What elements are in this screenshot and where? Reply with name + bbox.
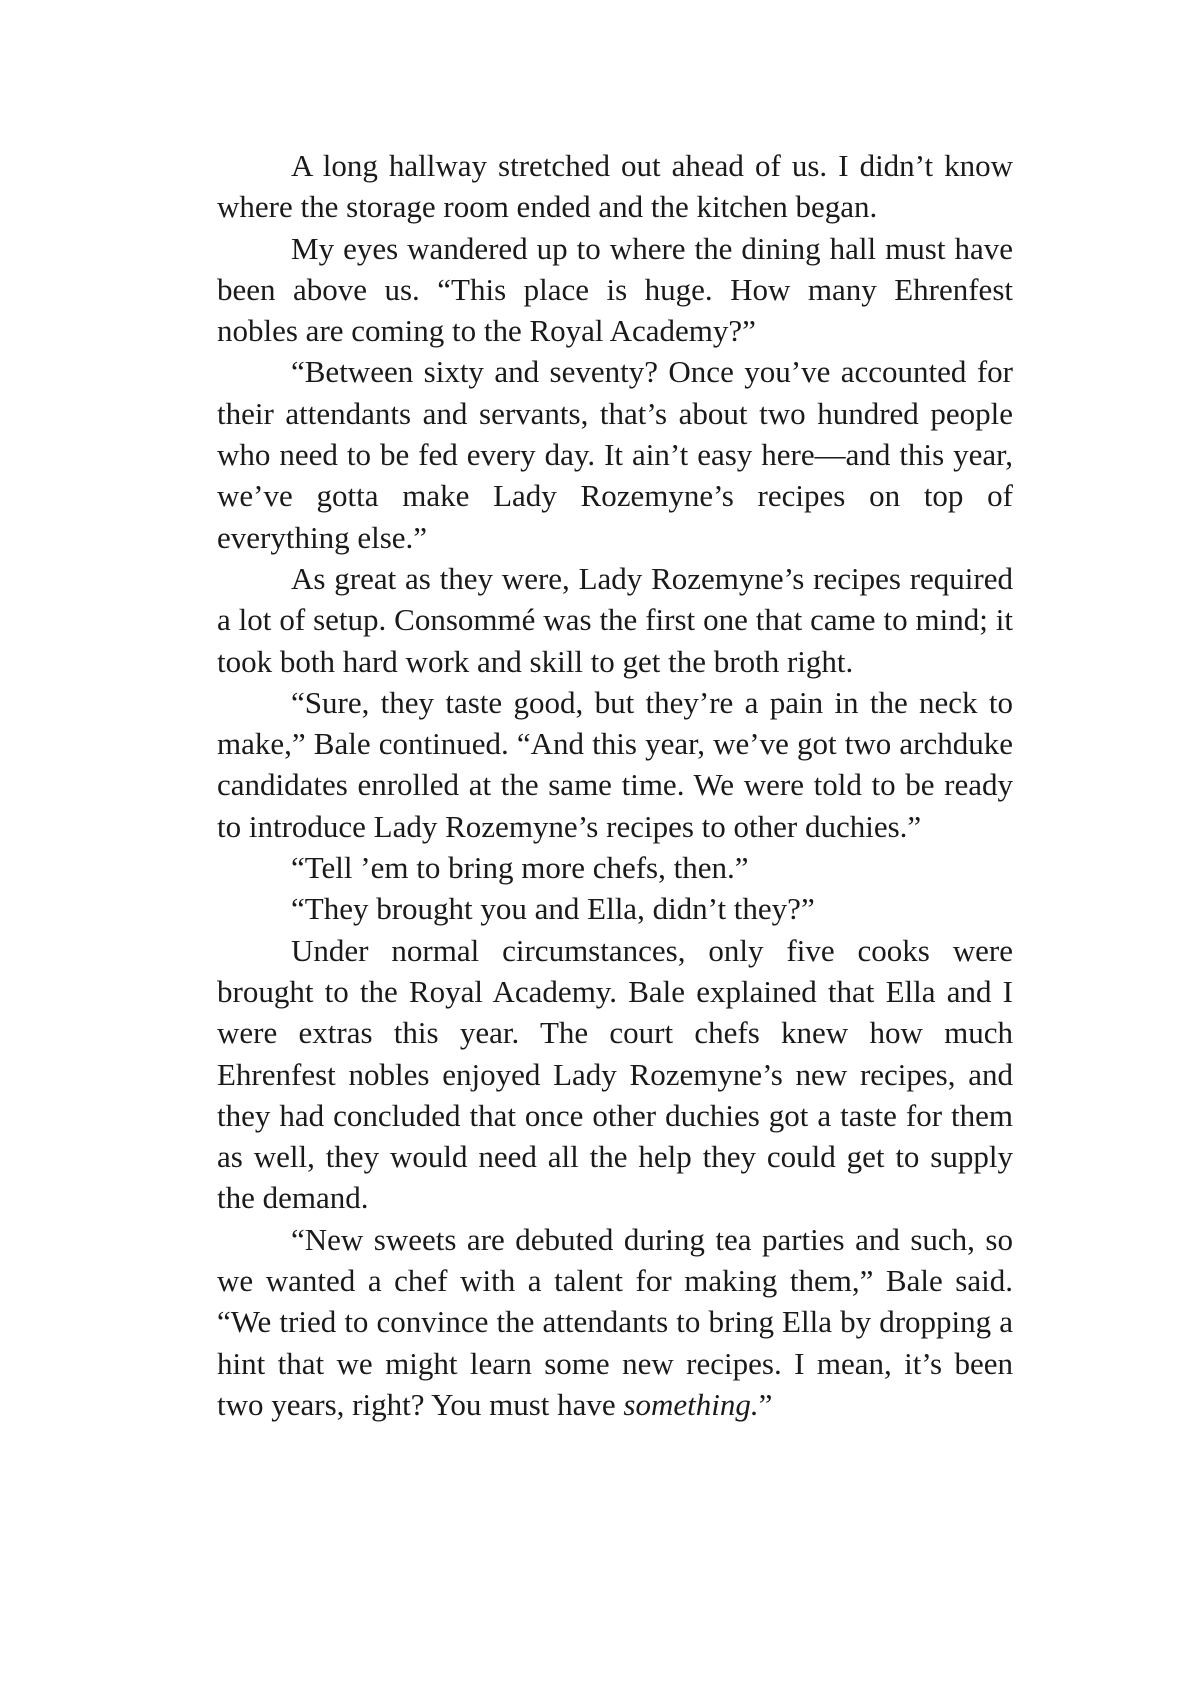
paragraph-hallway: A long hallway stretched out ahead of us. I didn’t know where the storage room ended and the kitchen began. [217, 148, 1013, 225]
paragraph-dining-hall: My eyes wandered up to where the dining hall must have been above us. “This place is huge. How many Ehrenfest nobles are coming to the Royal Academy?” [217, 230, 1013, 349]
paragraph-sixty-seventy: “Between sixty and seventy? Once you’ve accounted for their attendants and servants, that’s about two hundred people who need to be fed every day. It ain’t easy here—and this year, we’ve gotta make Lady Rozemyne’s recipes on top of everything else.” [217, 354, 1013, 555]
paragraph-bale-continued: “Sure, they taste good, but they’re a pain in the neck to make,” Bale continued. “And this year, we’ve got two archduke candidates enrolled at the same time. We were told to be ready to introduce Lady Rozemyne’s recipes to other duchies.” [217, 684, 1013, 844]
paragraph-new-sweets [217, 1219, 1013, 1425]
new-sweets-text: “New sweets are debuted during tea parties and such, so we wanted a chef with a talent for making them,” Bale said. “We tried to convince the attendants to bring Ella by dropping a hint that we might learn some new recipes. I mean, it’s been two years, right? You must have [217, 1221, 1013, 1422]
closing-quote: ” [758, 1386, 773, 1422]
paragraph-normal-circumstances: Under normal circumstances, only five cooks were brought to the Royal Academy. Bale explained that Ella and I were extras this year. The court chefs knew how much Ehrenfest nobles enjoyed Lady Rozemyne’s new recipes, and they had concluded that once other duchies got a taste for them as well, they would need all the help they could get to supply the demand. [217, 932, 1013, 1216]
body-text [217, 145, 1013, 1425]
paragraph-setup: As great as they were, Lady Rozemyne’s recipes required a lot of setup. Consommé was the first one that came to mind; it took both hard work and skill to get the broth right. [217, 560, 1013, 679]
emphasis-something: something. [623, 1386, 759, 1422]
paragraph-brought-you: “They brought you and Ella, didn’t they?” [291, 891, 815, 927]
paragraph-more-chefs: “Tell ’em to bring more chefs, then.” [291, 850, 749, 886]
